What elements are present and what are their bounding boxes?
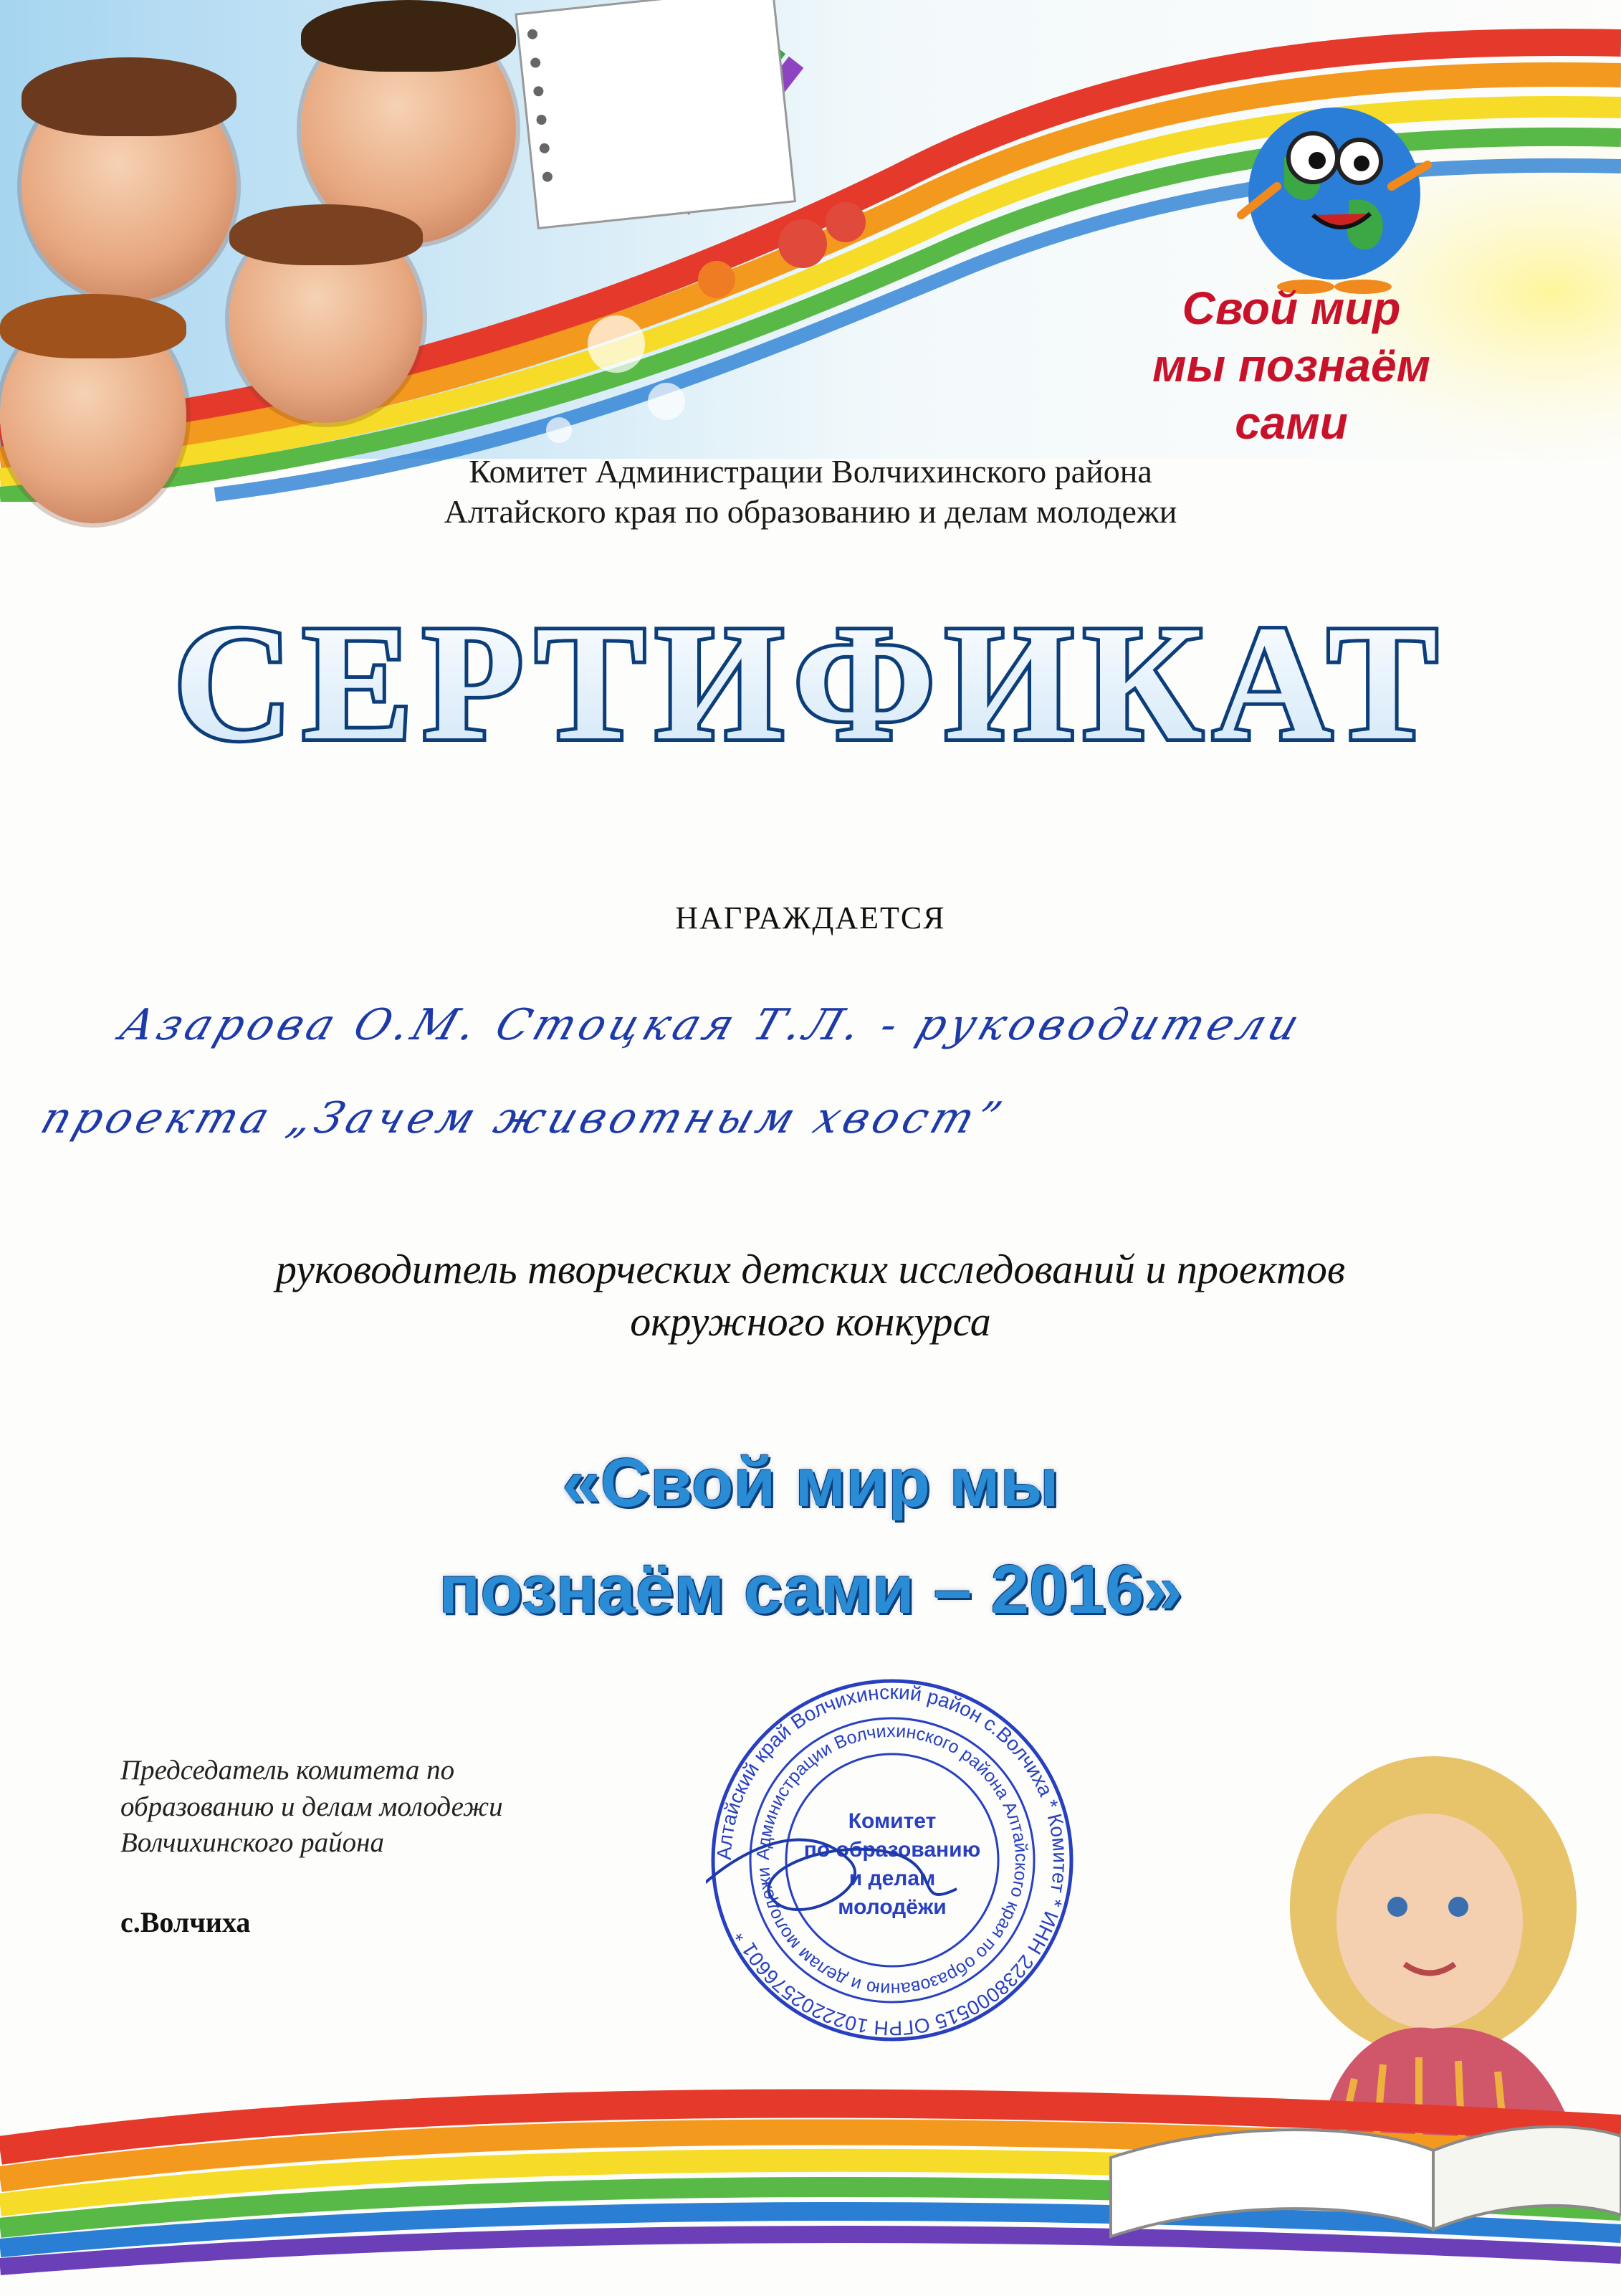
stamp-center-1: Комитет <box>848 1809 937 1833</box>
contest-logo <box>1091 280 1492 452</box>
stamp-outer-text: Алтайский край Волчихинский район с.Волчиха * Комитет * ИНН 2238000515 ОГРН 1022202576601 * <box>712 1680 1072 2040</box>
recipient-handwritten-line-2: проекта „Зачем животным хвост” <box>34 1093 1012 1143</box>
signatory-line-1: Председатель комитета по <box>120 1755 455 1786</box>
issuing-organization <box>0 452 1621 532</box>
child-hair-4 <box>229 204 423 265</box>
signatory-line-3: Волчихинского района <box>120 1827 384 1859</box>
role-line-1: руководитель творческих детских исследований и проектов <box>275 1246 1346 1292</box>
contest-line-2: познаём сами – 2016» <box>439 1550 1182 1628</box>
certificate-title-text: СЕРТИФИКАТ <box>173 602 1448 774</box>
globe-mascot-icon <box>1227 79 1442 294</box>
stamp-center-2: по образованию <box>803 1838 981 1862</box>
signatory-line-2: образованию и делам молодежи <box>120 1791 503 1822</box>
official-stamp <box>706 1674 1079 2047</box>
logo-line-1: Свой мир <box>1182 282 1401 334</box>
role-line-2: окружного конкурса <box>630 1297 991 1345</box>
stamp-center-3: и делам <box>848 1867 936 1890</box>
stamp-inner-text: Администрации Волчихинского района Алтайского края по образованию и делам молодежи <box>752 1720 1032 2000</box>
organization-line-2: Алтайского края по образованию и делам молодежи <box>444 493 1177 530</box>
award-reason <box>0 1244 1621 1348</box>
child-hair-1 <box>21 57 236 136</box>
footer-illustration <box>0 2043 1621 2296</box>
signatory-title <box>120 1753 503 1862</box>
certificate-title <box>0 602 1621 774</box>
contest-title <box>0 1430 1621 1644</box>
header-illustration <box>0 0 1621 502</box>
child-hair-2 <box>301 0 516 72</box>
place-of-issue: с.Волчиха <box>120 1906 251 1938</box>
logo-line-2: мы познаём сами <box>1152 340 1430 449</box>
child-hair-3 <box>0 294 186 358</box>
awarded-label: НАГРАЖДАЕТСЯ <box>675 900 946 935</box>
recipient-handwritten-line-1: Азарова О.М. Стоцкая Т.Л. - руководители <box>113 1000 1310 1050</box>
contest-line-1: «Свой мир мы <box>562 1444 1059 1521</box>
organization-line-1: Комитет Администрации Волчихинского района <box>469 453 1152 490</box>
stamp-center-4: молодёжи <box>838 1895 947 1919</box>
